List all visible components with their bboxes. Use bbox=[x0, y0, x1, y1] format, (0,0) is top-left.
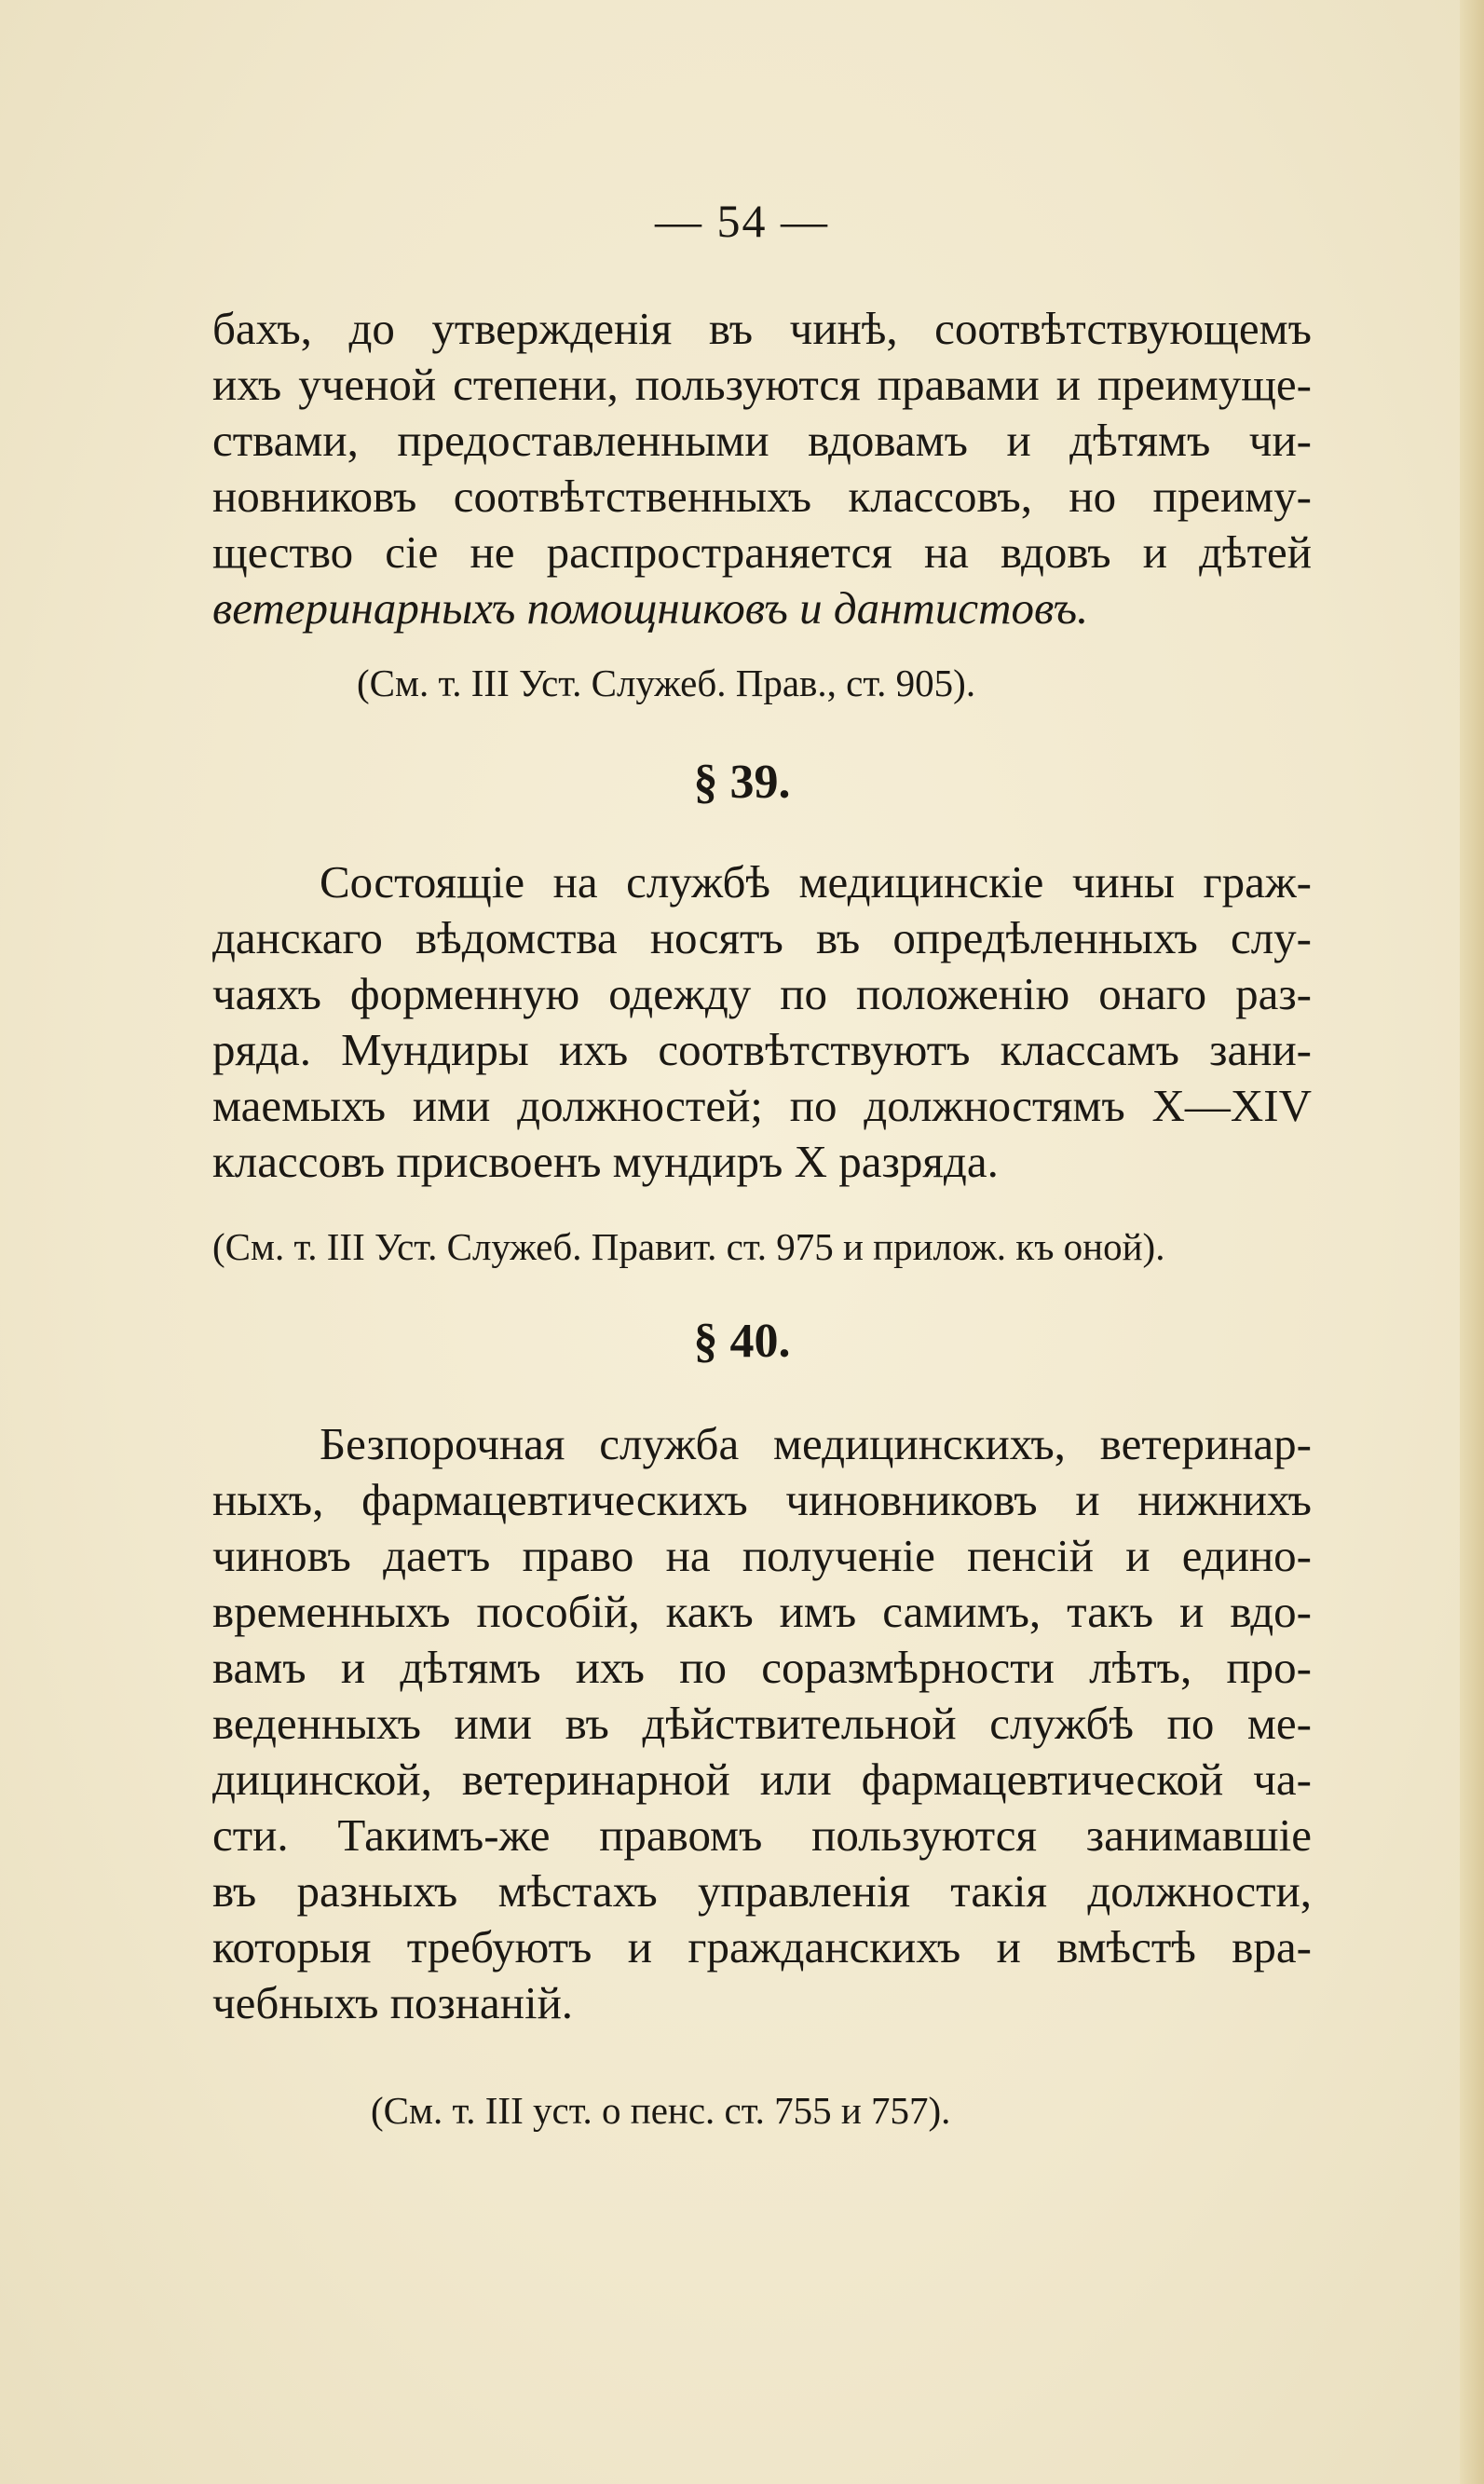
text-line: Безпорочная служба медицинскихъ, ветеринар- bbox=[320, 1418, 1312, 1469]
text-line-italic: ветеринарныхъ помощниковъ и дантистовъ. bbox=[212, 582, 1089, 634]
text-line: вамъ и дѣтямъ ихъ по соразмѣрности лѣтъ, про- bbox=[212, 1642, 1312, 1693]
text-line: классовъ присвоенъ мундиръ X разряда. bbox=[212, 1136, 999, 1187]
text-line: чебныхъ познаній. bbox=[212, 1977, 574, 2028]
text-line: данскаго вѣдомства носятъ въ опредѣленныхъ слу- bbox=[212, 912, 1312, 963]
text-line: ныхъ, фармацевтическихъ чиновниковъ и нижнихъ bbox=[212, 1474, 1312, 1525]
reference: (См. т. III Уст. Служеб. Прав., ст. 905). bbox=[357, 662, 976, 704]
text-line: новниковъ соотвѣтственныхъ классовъ, но преиму- bbox=[212, 471, 1312, 522]
section-heading: § 40. bbox=[693, 1315, 791, 1368]
text-line: бахъ, до утвержденія въ чинѣ, соотвѣтствующемъ bbox=[212, 303, 1312, 354]
text-line: чиновъ даетъ право на полученіе пенсій и едино- bbox=[212, 1530, 1312, 1581]
text-line: въ разныхъ мѣстахъ управленія такія должности, bbox=[212, 1865, 1312, 1917]
text-line: чаяхъ форменную одежду по положенію онаго раз- bbox=[212, 968, 1312, 1019]
text-line: ряда. Мундиры ихъ соотвѣтствуютъ классамъ зани- bbox=[212, 1024, 1312, 1075]
text-line: щество сіе не распространяется на вдовъ и дѣтей bbox=[212, 526, 1312, 578]
text-line: ихъ ученой степени, пользуются правами и преимуще- bbox=[212, 359, 1312, 410]
text-line: сти. Такимъ-же правомъ пользуются занимавшіе bbox=[212, 1809, 1312, 1861]
text-line: ствами, предоставленными вдовамъ и дѣтямъ чи- bbox=[212, 415, 1312, 466]
text-line: Состоящіе на службѣ медицинскіе чины граж- bbox=[320, 856, 1312, 908]
page-number: — 54 — bbox=[655, 195, 829, 247]
section-heading: § 39. bbox=[693, 756, 791, 809]
text-line: дицинской, ветеринарной или фармацевтической ча- bbox=[212, 1754, 1312, 1805]
text-line: временныхъ пособій, какъ имъ самимъ, такъ и вдо- bbox=[212, 1586, 1312, 1637]
text-line: веденныхъ ими въ дѣйствительной службѣ по ме- bbox=[212, 1698, 1312, 1749]
text-line: которыя требуютъ и гражданскихъ и вмѣстѣ вра- bbox=[212, 1921, 1312, 1972]
text-line: маемыхъ ими должностей; по должностямъ X—XIV bbox=[212, 1080, 1312, 1131]
reference: (См. т. III Уст. Служеб. Правит. ст. 975 и прилож. къ оной). bbox=[212, 1225, 1165, 1268]
page-edge bbox=[1460, 0, 1484, 2484]
reference: (См. т. III уст. о пенс. ст. 755 и 757). bbox=[371, 2089, 951, 2132]
